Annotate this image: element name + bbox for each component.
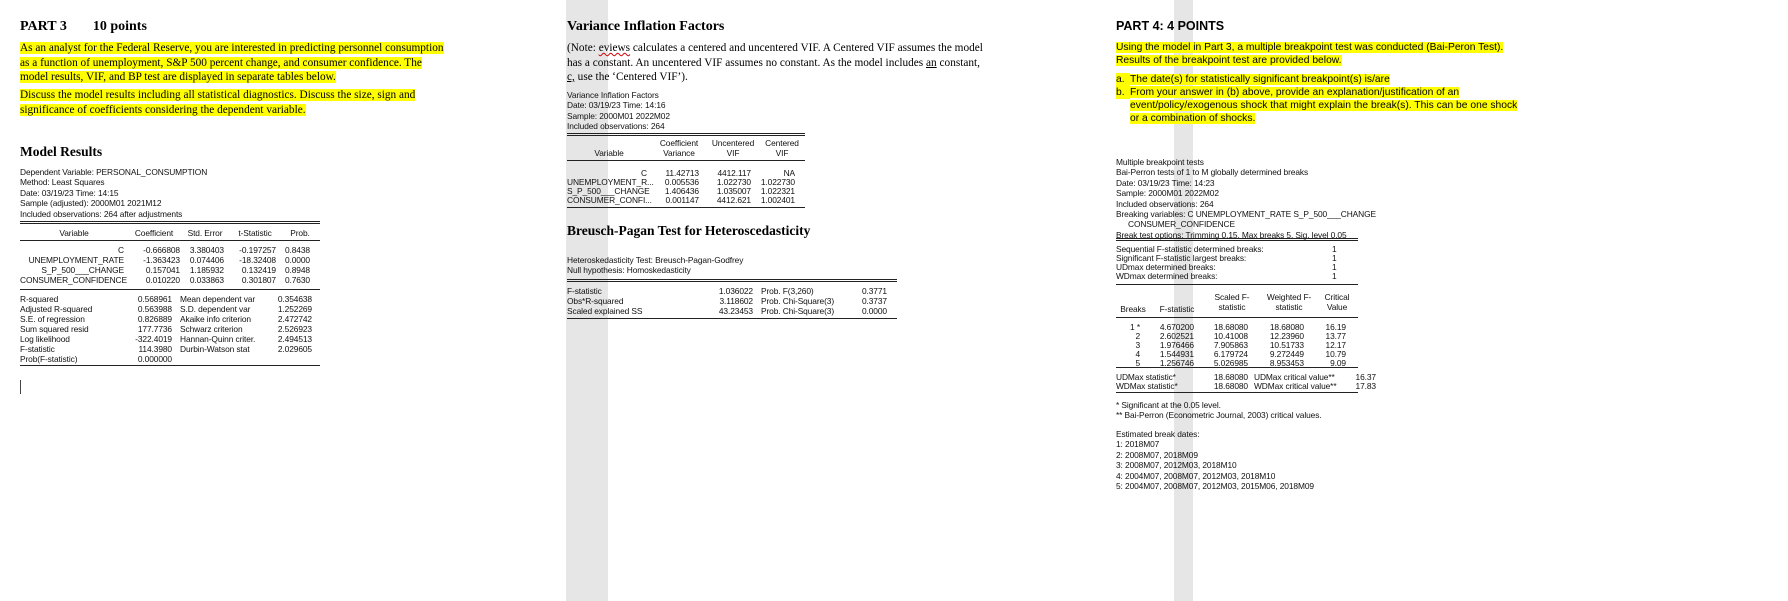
table-rule [567, 279, 897, 282]
question-b: b. From your answer in (b) above, provide an explanation/justification of an event/policy/exogenous shock that might explain the break(s). This can be one shock or a combination of shocks. [1116, 87, 1518, 125]
vif-meta: Variance Inflation Factors Date: 03/19/23 Time: 14:16 Sample: 2000M01 2022M02 Included observations: 264 [567, 90, 670, 132]
bp-title: Breusch-Pagan Test for Heteroscedasticity [567, 223, 811, 238]
table-rule [20, 221, 320, 224]
part4-heading: PART 4: 4 POINTS [1116, 19, 1225, 33]
model-results-title: Model Results [20, 144, 103, 159]
list-item: 4: 2004M07, 2008M07, 2012M03, 2018M10 [1116, 470, 1276, 481]
list-item: 5: 2004M07, 2008M07, 2012M03, 2015M06, 2018M09 [1116, 481, 1314, 492]
table-rule [567, 133, 805, 136]
table-rule [567, 318, 897, 319]
document-page-2: Variance Inflation Factors (Note: eviews calculates a centered and uncentered VIF. A Centered VIF assumes the model has a constant. An uncentered VIF assumes no constant. As the model includes an constant, c, use the ‘Centered VIF’). Variance Inflation Factors Date: 03/19/23 Time: 14:16 Sample: 2000M01 2022M02 Included observations: 264 Variable Coefficient Variance Uncentered VIF Centered VIF C 11.42713 4412.117 NA UNEMPLOYMENT_R... 0.005536 1.022730 1.022730 S_P_500___CHANGE 1.406436 1.035007 1.022321 CONSUMER_CONFI... 0.001147 4412.621 1.002401 Breusch-Pagan Test for Heteroscedasticity Heteroskedasticity Test: Breusch-Pagan-Godfrey Null hypothesis: Homoskedasticity F-statistic 1.036022 Prob. F(3,260) 0.3771 Obs*R-squared 3.118602 Prob. Chi-Square(3) 0.3737 Scaled explained SS 43.23453 Prob. Chi-Square(3) 0.0000 [608, 0, 1174, 601]
table-rule [1116, 367, 1358, 368]
table-rule [567, 207, 805, 208]
footnotes: * Significant at the 0.05 level. ** Bai-Perron (Econometric Journal, 2003) critical values. [1116, 400, 1322, 421]
table-rule [1116, 392, 1358, 393]
list-item: 2: 2008M07, 2018M09 [1116, 449, 1198, 460]
part3-intro-paragraph: As an analyst for the Federal Reserve, you are interested in predicting personnel consumption as a function of unemployment, S&P 500 percent change, and consumer confidence. The model results, VIF, and BP test are displayed in separate tables below. [20, 42, 444, 83]
model-meta: Dependent Variable: PERSONAL_CONSUMPTION Method: Least Squares Date: 03/19/23 Time: 14:15 Sample (adjusted): 2000M01 2021M12 Included observations: 264 after adjustments [20, 167, 208, 219]
part3-question-paragraph: Discuss the model results including all statistical diagnostics. Discuss the size, sign and significance of coefficients considering the dependent variable. [20, 89, 416, 116]
breakpoint-meta: Multiple breakpoint tests Bai-Perron tests of 1 to M globally determined breaks Date: 03/19/23 Time: 14:23 Sample: 2000M01 2022M02 Included observations: 264 Breaking variables: C UNEMPLOYMENT_RATE S_P_500___CHANGE CONSUMER_CONFIDENCE Break test options: Trimming 0.15, Max breaks 5, Sig. level 0.05 [1116, 157, 1377, 240]
estimated-break-dates [1116, 429, 1314, 491]
question-a: a. The date(s) for statistically significant breakpoint(s) is/are [1116, 73, 1528, 100]
list-item: 1: 2018M07 [1116, 439, 1160, 450]
table-rule [1116, 317, 1358, 318]
text-cursor[interactable] [20, 380, 21, 394]
table-rule [1116, 238, 1358, 241]
part4-intro: Using the model in Part 3, a multiple breakpoint test was conducted (Bai-Peron Test). Results of the breakpoint test are provided below. [1116, 42, 1504, 67]
vif-note: (Note: eviews calculates a centered and uncentered VIF. A Centered VIF assumes the model has a constant. An uncentered VIF assumes no constant. As the model includes an constant, c, use the ‘Centered VIF’). [567, 42, 983, 83]
break-dates-title: Estimated break dates: [1116, 429, 1200, 439]
list-item: 3: 2008M07, 2012M03, 2018M10 [1116, 460, 1237, 471]
table-rule [20, 240, 320, 241]
document-page-1: PART 3 10 points As an analyst for the Federal Reserve, you are interested in predicting personnel consumption as a function of unemployment, S&P 500 percent change, and consumer confidence. The model results, VIF, and BP test are displayed in separate tables below. Discuss the model results including all statistical diagnostics. Discuss the size, sign and significance of coefficients considering the dependent variable. Model Results Dependent Variable: PERSONAL_CONSUMPTION Method: Least Squares Date: 03/19/23 Time: 14:15 Sample (adjusted): 2000M01 2021M12 Included observations: 264 after adjustments Variable Coefficient Std. Error t-Statistic Prob. C -0.666808 3.380403 -0.197257 0.8438 UNEMPLOYMENT_RATE -1.363423 0.074406 -18.32408 0.0000 S_P_500___CHANGE 0.157041 1.185932 0.132419 0.8948 CONSUMER_CONFIDENCE 0.010220 0.033863 0.301807 0.7630 R-squared 0.568961 Mean dependent var 0.354638 Adjusted R-squared 0.563988 S.D. dependent var 1.252269 S.E. of regression 0.826889 Akaike info criterion 2.472742 Sum squared resid 177.7736 Schwarz criterion 2.526923 Log likelihood -322.4019 Hannan-Quinn criter. 2.494513 F-statistic 114.3980 Durbin-Watson stat 2.029605 Prob(F-statistic) 0.000000 [0, 0, 566, 601]
table-rule [20, 365, 320, 366]
table-rule [567, 160, 805, 161]
table-rule [1116, 284, 1358, 285]
bp-meta: Heteroskedasticity Test: Breusch-Pagan-Godfrey Null hypothesis: Homoskedasticity [567, 255, 744, 276]
document-page-3: PART 4: 4 POINTS Using the model in Part 3, a multiple breakpoint test was conducted (Bai-Peron Test). Results of the breakpoint test are provided below. a. The date(s) for statistically significant breakpoint(s) is/are b. From your answer in (b) above, provide an explanation/justification of an event/policy/exogenous shock that might explain the break(s). This can be one shock or a combination of shocks. Multiple breakpoint tests Bai-Perron tests of 1 to M globally determined breaks Date: 03/19/23 Time: 14:23 Sample: 2000M01 2022M02 Included observations: 264 Breaking variables: C UNEMPLOYMENT_RATE S_P_500___CHANGE CONSUMER_CONFIDENCE Break test options: Trimming 0.15, Max breaks 5, Sig. level 0.05 Sequential F-statistic determined breaks: 1 Significant F-statistic largest breaks: 1 UDmax determined breaks: 1 WDmax determined breaks: 1 Breaks F-statistic Scaled F-statistic Weighted F-statistic Critical Value 1 * 4.670200 18.68080 18.68080 16.19 2 2.602521 10.41008 12.23960 13.77 3 1.976466 7.905863 10.51733 12.17 4 1.544931 6.179724 9.272449 10.79 5 1.256746 5.026985 8.953453 9.09 UDMax statistic* 18.68080 UDMax critical value** 16.37 WDMax statistic* 18.68080 WDMax critical value** 17.83 * Significant at the 0.05 level. ** Bai-Perron (Econometric Journal, 2003) critical values. Estimated break dates: 1: 2018M07 2: 2008M07, 2018M09 3: 2008M07, 2012M03, 2018M10 4: 2004M07, 2008M07, 2012M03, 2018M10 5: 2004M07, 2008M07, 2012M03, 2015M06, 2018M09 [1193, 0, 1788, 601]
vif-title: Variance Inflation Factors [567, 19, 725, 34]
table-rule [20, 289, 320, 290]
part3-heading: PART 3 10 points [20, 19, 147, 34]
